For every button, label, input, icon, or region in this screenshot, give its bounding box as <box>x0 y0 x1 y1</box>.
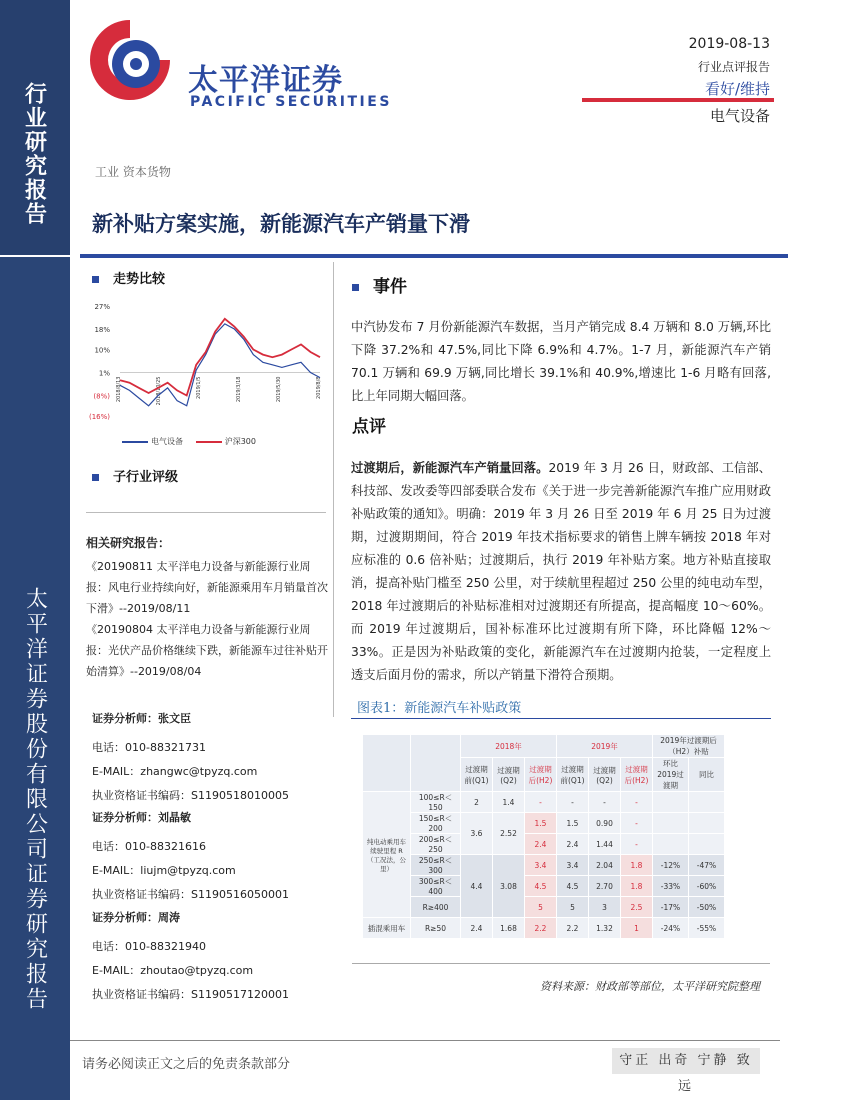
y-tick-label: 1% <box>98 369 110 378</box>
analyst-2-email[interactable]: E-MAIL：liujm@tpyzq.com <box>92 864 236 877</box>
table-row: 插混乘用车 R≥50 2.4 1.68 2.2 2.2 1.32 1 -24% -55% <box>363 918 725 939</box>
figure-source: 资料来源：财政部等部位，太平洋研究院整理 <box>540 980 760 993</box>
related-report-2[interactable]: 《20190804 太平洋电力设备与新能源行业周报：光伏产品价格继续下跌，新能源车过往补贴开始清算》--2019/08/04 <box>86 623 328 678</box>
x-tick-label: 2019/1/5 <box>196 376 202 399</box>
logo-text-en: PACIFIC SECURITIES <box>190 94 392 110</box>
x-tick-label: 2018/10/25 <box>156 376 162 406</box>
y-tick-label: 10% <box>94 346 110 355</box>
industry-heading: 子行业评级 <box>92 466 178 485</box>
sidebar-top <box>0 0 70 255</box>
title-rule <box>80 254 788 258</box>
series-line-2 <box>120 319 320 396</box>
analyst-1-email[interactable]: E-MAIL：zhangwc@tpyzq.com <box>92 765 258 778</box>
table-row: 纯电动乘用车续驶里程 R（工况法，公里） 100≤R＜150 2 1.4 - - - - <box>363 792 725 813</box>
trend-heading: 走势比较 <box>92 268 165 287</box>
column-divider <box>333 262 334 717</box>
related-report-1[interactable]: 《20190811 太平洋电力设备与新能源行业周报：风电行业持续向好，新能源乘用车月销量首次下滑》--2019/08/11 <box>86 560 328 615</box>
x-tick-label: 2019/8/8 <box>316 376 322 399</box>
legend-swatch-blue <box>122 441 148 443</box>
subsidy-table: 2018年 2019年 2019年过渡期后（H2）补贴 过渡期前(Q1) 过渡期(Q2) 过渡期后(H2) 过渡期前(Q1) 过渡期(Q2) 过渡期后(H2) 环比2019过渡期 同比 纯电动乘用车续驶里程 R（工况法，公里） 100≤R＜150 2 1.4 - - - - 150≤R＜200 3.6 2.52 1.5 1.5 0.90 - 200≤R＜250 2.4 2.4 1.44 - 250≤R＜300 4.4 3.08 3.4 3.4 2.04 1.8 -12% -47% 300≤R＜400 4.5 4.5 2.70 1.8 -33% -60% R≥400 5 5 3 2.5 -17% -50% 插混乘用车 R≥50 2.4 1.68 2.2 2.2 1.32 1 -24% -55% <box>362 734 725 939</box>
related-reports <box>86 556 328 682</box>
table-row: 250≤R＜300 4.4 3.08 3.4 3.4 2.04 1.8 -12% -47% <box>363 855 725 876</box>
report-date: 2019-08-13 <box>688 36 770 52</box>
table-row: R≥400 5 5 3 2.5 -17% -50% <box>363 897 725 918</box>
breadcrumb: 工业 资本货物 <box>95 165 171 179</box>
bullet-square-icon <box>92 276 99 283</box>
header-accent-line <box>582 98 774 102</box>
table-row: 200≤R＜250 2.4 2.4 1.44 - <box>363 834 725 855</box>
rating: 看好/维持 <box>704 80 770 98</box>
table-row: 300≤R＜400 4.5 4.5 2.70 1.8 -33% -60% <box>363 876 725 897</box>
sidebar-bottom <box>0 255 70 1100</box>
event-heading: 事件 <box>352 272 407 297</box>
footer-motto: 守正 出奇 宁静 致远 <box>612 1048 760 1074</box>
left-divider <box>86 512 326 513</box>
logo-text-cn: 太平洋证券 <box>188 63 343 98</box>
analyst-1: 证券分析师：张文臣 电话：010-88321731 E-MAIL：zhangwc@tpyzq.com 执业资格证书编码：S1190518010005 <box>92 707 332 808</box>
y-tick-label: (8%) <box>93 392 110 401</box>
report-type: 行业点评报告 <box>697 60 770 74</box>
x-tick-label: 2019/3/18 <box>236 376 242 403</box>
related-reports-title: 相关研究报告： <box>86 536 171 550</box>
footer-rule <box>70 1040 780 1041</box>
analyst-3: 证券分析师：周涛 电话：010-88321940 E-MAIL：zhoutao@tpyzq.com 执业资格证书编码：S1190517120001 <box>92 906 332 1007</box>
analyst-2: 证券分析师：刘晶敏 电话：010-88321616 E-MAIL：liujm@tpyzq.com 执业资格证书编码：S1190516050001 <box>92 806 332 907</box>
sidebar-label-report-type: 行业研究报告 <box>21 82 48 226</box>
chart-legend <box>122 436 256 447</box>
subsidy-table-figure <box>352 728 770 964</box>
bullet-square-icon <box>92 474 99 481</box>
event-text: 中汽协发布 7 月份新能源汽车数据，当月产销完成 8.4 万辆和 8.0 万辆,环比下降 37.2%和 47.5%,同比下降 6.9%和 4.7%。1-7 月，新能源汽车产销 70.1 万辆和 69.9 万辆,同比增长 39.1%和 40.9%,增速比 1-6 月略有回落,比上年同期大幅回落。 <box>351 320 771 403</box>
sidebar-label-company: 太平洋证券股份有限公司证券研究报告 <box>22 587 48 1012</box>
x-tick-label: 2019/5/30 <box>276 376 282 403</box>
review-text: 过渡期后，新能源汽车产销量回落。2019 年 3 月 26 日，财政部、工信部、科技部、发改委等四部委联合发布《关于进一步完善新能源汽车推广应用财政补贴政策的通知》。明确：2019 年 3 月 26 日至 2019 年 6 月 25 日为过渡期，过渡期期间，符合 2019 年技术指标要求的销售上牌车辆按 2018 年对应标准的 0.6 倍补贴；过渡期后，执行 2019 年补贴方案。地方补贴直接取消，提高补贴门槛至 250 公里，对于续航里程超过 250 公里的纯电动车型，2018 年过渡期后的补贴标准相对过渡期还有所提高，提高幅度 10～60%。而 2019 年过渡期后，国补标准环比过渡期有所下降，环比降幅 12%～33%。正是因为补贴政策的变化，新能源汽车在过渡期内抢装，一定程度上透支后面月份的需求，所以产销量下滑符合预期。 <box>351 460 771 682</box>
bullet-square-icon <box>352 284 359 291</box>
legend-label-1: 电气设备 <box>151 437 183 446</box>
sector: 电气设备 <box>709 107 770 125</box>
footer-disclaimer[interactable]: 请务必阅读正文之后的免责条款部分 <box>82 1057 291 1072</box>
series-line-1 <box>120 324 320 406</box>
y-tick-label: 27% <box>94 303 110 311</box>
table-row: 150≤R＜200 3.6 2.52 1.5 1.5 0.90 - <box>363 813 725 834</box>
figure-title: 图表1：新能源汽车补贴政策 <box>351 697 771 719</box>
logo-icon <box>88 18 172 102</box>
y-tick-label: 18% <box>94 326 110 335</box>
legend-swatch-red <box>196 441 222 443</box>
x-tick-label: 2018/8/13 <box>116 376 122 403</box>
analyst-3-email[interactable]: E-MAIL：zhoutao@tpyzq.com <box>92 964 254 977</box>
review-heading: 点评 <box>352 417 386 437</box>
page-title: 新补贴方案实施，新能源汽车产销量下滑 <box>92 211 470 236</box>
legend-label-2: 沪深300 <box>224 437 256 446</box>
trend-chart <box>88 298 324 453</box>
y-tick-label: (16%) <box>88 413 110 421</box>
